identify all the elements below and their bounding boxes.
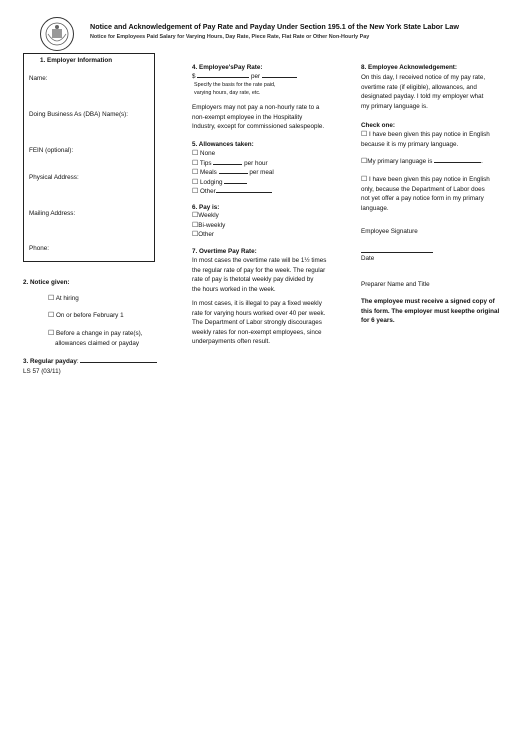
hospitality-paragraph: Employers may not pay a non-hourly rate to a non-exempt employee in the Hospitality Industry, except for commissioned salespeople. xyxy=(192,104,325,130)
notice-change-label: Before a change in pay rate(s), xyxy=(56,330,143,337)
checkbox-icon[interactable]: ☐ xyxy=(361,131,368,138)
checkbox-icon: ☐ xyxy=(192,169,199,176)
pay-biweekly-option[interactable]: ☐Bi-weekly xyxy=(192,221,226,229)
allowances-heading: 5. Allowances taken: xyxy=(192,141,254,148)
pay-frequency-list xyxy=(192,211,225,240)
notice-feb1-option[interactable] xyxy=(48,311,124,321)
allowance-meals-option[interactable]: ☐ Meals per meal xyxy=(192,169,274,176)
overtime-paragraph-2: In most cases, it is illegal to pay a fixed weekly rate for varying hours worked over 40 per week. The Department of Labor strongly discourages weekly rates for non-exempt employees, since underpayments often result. xyxy=(192,300,326,345)
state-seal xyxy=(40,17,74,51)
acknowledgement-heading: 8. Employee Acknowledgement: xyxy=(361,64,457,71)
employee-signature-label: Employee Signature xyxy=(361,228,418,235)
notice-at-hiring-label: At hiring xyxy=(55,295,79,302)
pay-rate-amount-input[interactable] xyxy=(197,77,249,78)
employer-name-label: Name: xyxy=(29,75,48,82)
pay-rate-field: $ per xyxy=(192,72,297,82)
regular-payday-field: 3. Regular payday: xyxy=(23,357,157,367)
employer-info-heading: 1. Employer Information xyxy=(40,57,113,64)
regular-payday-label: 3. Regular payday xyxy=(23,358,77,365)
checkbox-icon[interactable]: ☐ xyxy=(361,176,368,183)
date-label: Date xyxy=(361,255,375,262)
notice-at-hiring-option[interactable] xyxy=(48,294,79,304)
notice-feb1-label: On or before February 1 xyxy=(56,312,124,319)
checkbox-icon: ☐ xyxy=(192,212,199,219)
checkbox-icon[interactable]: ☐ xyxy=(48,330,55,337)
fein-label: FEIN (optional): xyxy=(29,147,74,154)
primary-language-input[interactable] xyxy=(434,162,481,163)
tips-amount-input[interactable] xyxy=(213,164,242,165)
checkbox-icon: ☐ xyxy=(192,159,199,167)
phone-label: Phone: xyxy=(29,245,49,252)
notice-given-heading: 2. Notice given: xyxy=(23,279,70,286)
meals-amount-input[interactable] xyxy=(219,173,248,174)
overtime-heading: 7. Overtime Pay Rate: xyxy=(192,248,257,255)
primary-language-option[interactable]: ☐My primary language is . xyxy=(361,158,483,165)
allowance-lodging-option[interactable]: ☐ Lodging xyxy=(192,178,274,188)
pay-rate-note: Specify the basis for the rate paid, varying hours, day rate, etc. xyxy=(194,82,276,96)
pay-other-option[interactable]: ☐Other xyxy=(192,231,215,238)
acknowledgement-paragraph: On this day, I received notice of my pay rate, overtime rate (if eligible), allowances, and designated payday. I told my employer what my primary language is. xyxy=(361,74,486,110)
checkbox-icon: ☐ xyxy=(192,178,199,186)
page-title: Notice and Acknowledgement of Pay Rate and Payday Under Section 195.1 of the New York State Labor Law xyxy=(90,22,459,31)
allowances-list xyxy=(192,149,274,197)
checkbox-icon: ☐ xyxy=(192,150,199,157)
allowance-none-option[interactable]: ☐ None xyxy=(192,150,216,157)
allowance-tips-option[interactable]: ☐ Tips per hour xyxy=(192,159,268,167)
seal-emblem-icon xyxy=(41,18,73,50)
pay-rate-heading: 4. Employee'sPay Rate: xyxy=(192,64,263,71)
checkbox-icon: ☐ xyxy=(192,221,199,229)
mailing-address-label: Mailing Address: xyxy=(29,210,76,217)
signed-copy-notice: The employee must receive a signed copy of this form. The employer must keepthe original for 6 years. xyxy=(361,298,500,324)
preparer-name-label: Preparer Name and Title xyxy=(361,281,430,288)
employer-info-box xyxy=(23,53,155,262)
checkbox-icon[interactable]: ☐ xyxy=(48,312,55,319)
date-signature-line[interactable] xyxy=(361,252,433,253)
dba-name-label: Doing Business As (DBA) Name(s): xyxy=(29,111,129,118)
notice-change-option[interactable] xyxy=(48,329,143,339)
english-primary-option[interactable]: ☐ I have been given this pay notice in English because it is my primary language. xyxy=(361,131,490,148)
lodging-amount-input[interactable] xyxy=(224,183,247,184)
notice-change-label-cont: allowances claimed or payday xyxy=(55,340,140,347)
checkbox-icon[interactable]: ☐ xyxy=(361,158,368,165)
checkbox-icon: ☐ xyxy=(192,231,199,238)
physical-address-label: Physical Address: xyxy=(29,174,79,181)
allowance-other-option[interactable]: ☐ Other xyxy=(192,187,274,197)
pay-is-heading: 6. Pay is: xyxy=(192,204,220,211)
pay-weekly-option[interactable]: ☐Weekly xyxy=(192,212,219,219)
checkbox-icon[interactable]: ☐ xyxy=(48,295,55,302)
check-one-heading: Check one: xyxy=(361,122,395,129)
overtime-paragraph-1: In most cases the overtime rate will be 1½ times the regular rate of pay for the week. The regular rate of pay is thetotal weekly pay divided by the hours worked in the week. xyxy=(192,257,327,293)
page-subtitle: Notice for Employees Paid Salary for Varying Hours, Day Rate, Piece Rate, Flat Rate or Other Non-Hourly Pay xyxy=(90,34,370,40)
pay-rate-basis-input[interactable] xyxy=(262,77,297,78)
form-number: LS 57 (03/11) xyxy=(23,368,61,375)
checkbox-icon: ☐ xyxy=(192,188,199,195)
other-allowance-input[interactable] xyxy=(216,192,272,193)
english-only-option[interactable]: ☐ I have been given this pay notice in English only, because the Department of Labor does not yet offer a pay notice form in my primary language. xyxy=(361,176,490,212)
regular-payday-input[interactable] xyxy=(80,362,157,363)
